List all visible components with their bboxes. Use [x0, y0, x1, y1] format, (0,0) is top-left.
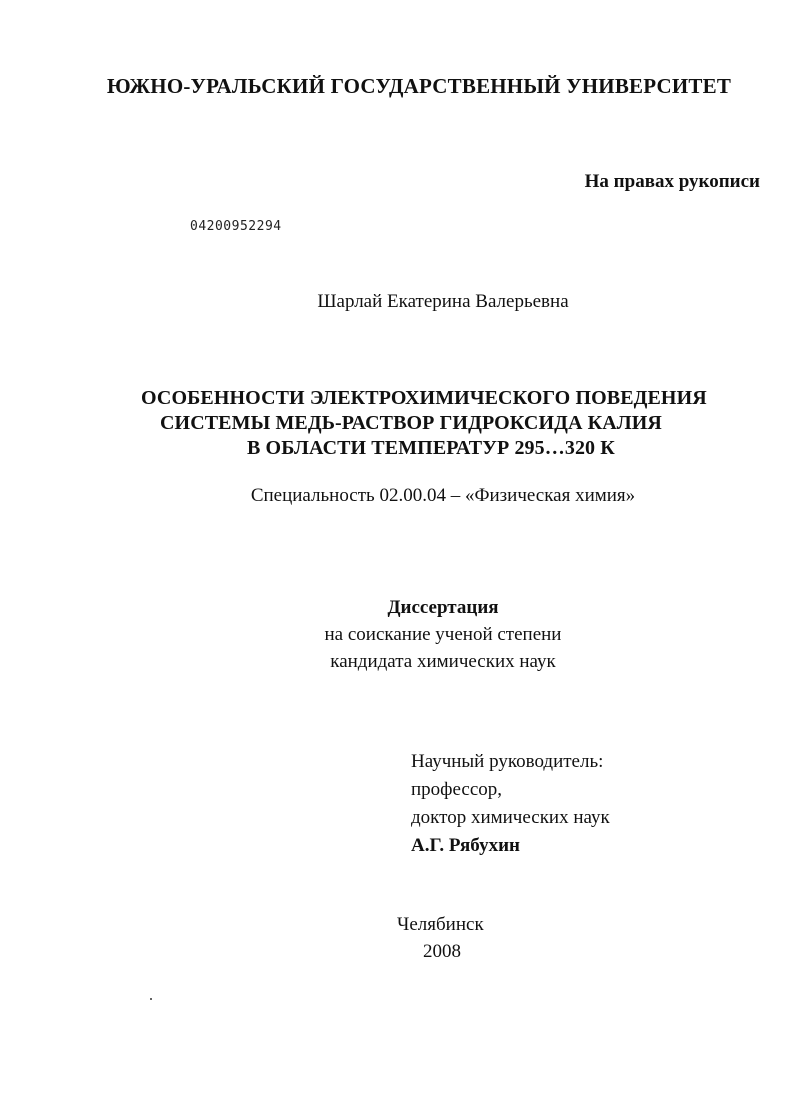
- dissertation-title-line-3: В ОБЛАСТИ ТЕМПЕРАТУР 295…320 К: [247, 437, 615, 459]
- dissertation-title-line-1: ОСОБЕННОСТИ ЭЛЕКТРОХИМИЧЕСКОГО ПОВЕДЕНИЯ: [141, 387, 707, 409]
- dissertation-degree-line-2: кандидата химических наук: [330, 651, 556, 672]
- dissertation-heading: Диссертация: [387, 597, 499, 618]
- city: Челябинск: [397, 914, 484, 935]
- specialty-line: Специальность 02.00.04 – «Физическая химия»: [250, 485, 636, 506]
- dissertation-title-line-2: СИСТЕМЫ МЕДЬ-РАСТВОР ГИДРОКСИДА КАЛИЯ: [160, 412, 662, 434]
- supervisor-degree: доктор химических наук: [411, 807, 610, 828]
- manuscript-rights-note: На правах рукописи: [584, 171, 760, 192]
- author-name: Шарлай Екатерина Валерьевна: [317, 291, 569, 312]
- supervisor-name: А.Г. Рябухин: [411, 835, 520, 856]
- scan-speck: [150, 998, 152, 1000]
- university-name: ЮЖНО-УРАЛЬСКИЙ ГОСУДАРСТВЕННЫЙ УНИВЕРСИТЕТ: [106, 74, 732, 98]
- year: 2008: [423, 941, 461, 962]
- dissertation-degree-block: [0, 594, 796, 675]
- registration-code: 04200952294: [190, 219, 282, 234]
- supervisor-label: Научный руководитель:: [411, 751, 604, 772]
- supervisor-position: профессор,: [411, 779, 503, 800]
- dissertation-degree-line-1: на соискание ученой степени: [324, 624, 562, 645]
- supervisor-block: [411, 748, 610, 860]
